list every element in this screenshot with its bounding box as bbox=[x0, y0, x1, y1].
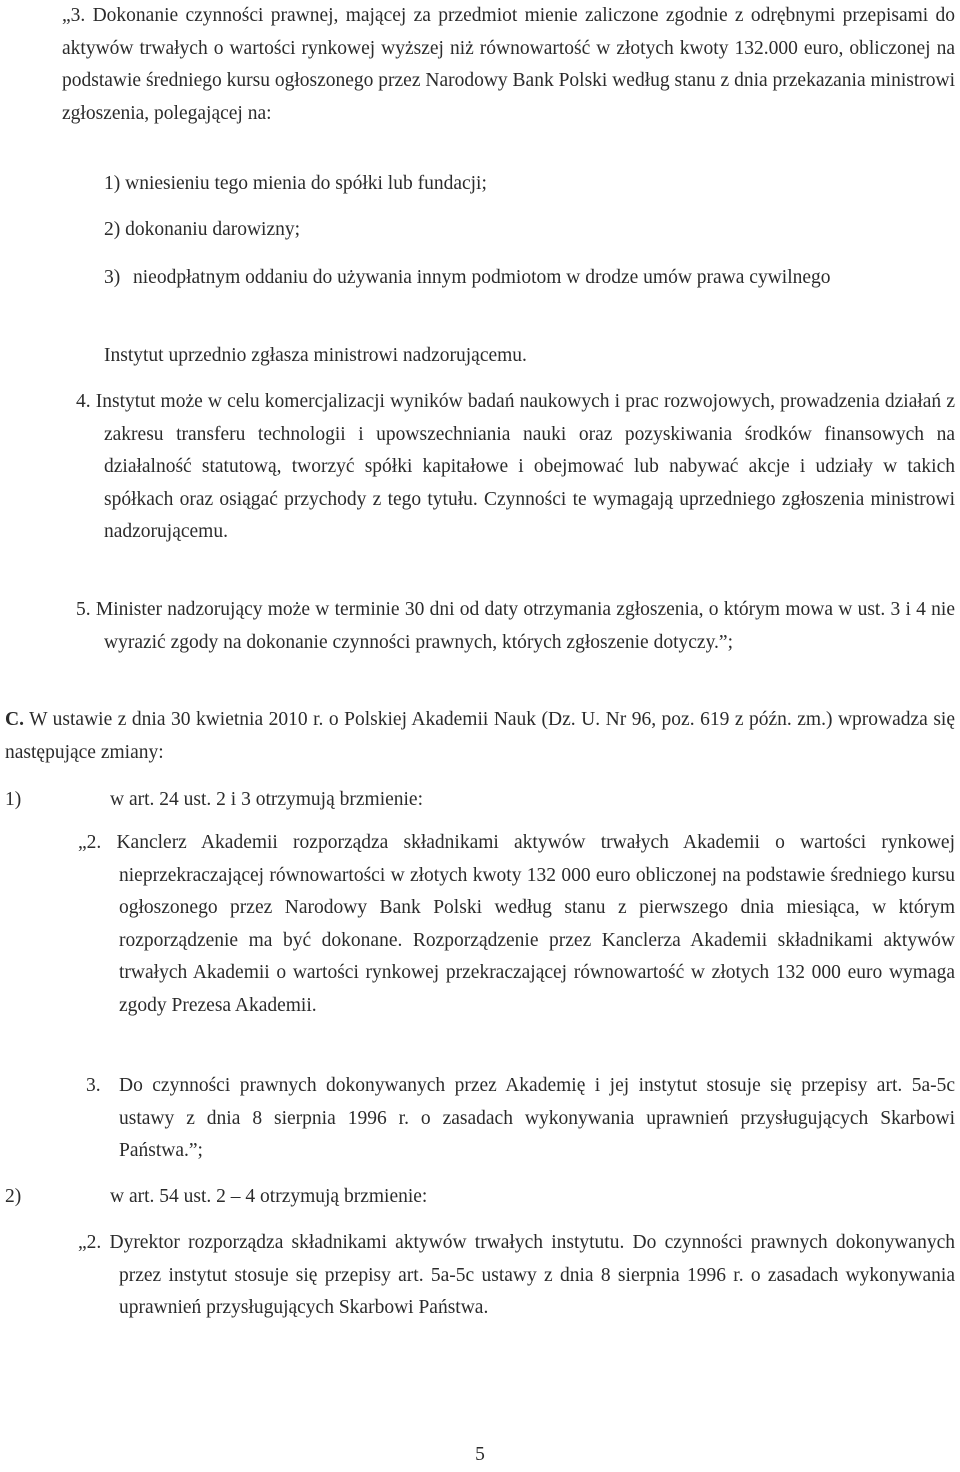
item-3-number: 3) bbox=[104, 267, 121, 288]
part-c-text: W ustawie z dnia 30 kwietnia 2010 r. o Polskiej Akademii Nauk (Dz. U. Nr 96, poz. 619 z późn. zm.) wprowadza się następujące zmiany: bbox=[5, 709, 955, 763]
section-3-item-2: 2) dokonaniu darowizny; bbox=[104, 219, 301, 240]
part-c-paragraph bbox=[5, 704, 955, 769]
page-number: 5 bbox=[475, 1444, 485, 1465]
item-3-text: nieodpłatnym oddaniu do używania innym podmiotom w drodze umów prawa cywilnego bbox=[133, 267, 831, 288]
point-2 bbox=[5, 1181, 955, 1215]
section-5-paragraph: 5. Minister nadzorujący może w terminie 30 dni od daty otrzymania zgłoszenia, o którym mowa w ust. 3 i 4 nie wyrazić zgody na dokonanie czynności prawnych, których zgłoszenie dotyczy.”; bbox=[76, 599, 955, 653]
section-3-item-1: 1) wniesieniu tego mienia do spółki lub fundacji; bbox=[104, 173, 487, 194]
section-4-paragraph: 4. Instytut może w celu komercjalizacji wyników badań naukowych i prac rozwojowych, prowadzenia działań z zakresu transferu technologii i upowszechniania nauki oraz pozyskiwania środków finansowych na działalność statutową, tworzyć spółki kapitałowe i obejmować lub nabywać akcje i udziały w takich spółkach oraz osiągać przychody z tego tytułu. Czynności te wymagają uprzedniego zgłoszenia ministrowi nadzorującemu. bbox=[76, 391, 955, 542]
point-1-number: 1) bbox=[5, 789, 22, 810]
art24-para3-number: 3. bbox=[86, 1075, 101, 1096]
section-3-text: „3. Dokonanie czynności prawnej, mającej za przedmiot mienie zaliczone zgodnie z odrębnymi przepisami do aktywów trwałych o wartości rynkowej wyższej niż równowartość w złotych kwoty 132.000 euro, obliczonej na podstawie średniego kursu ogłoszonego przez Narodowy Bank Polski według stanu z dnia przekazania ministrowi zgłoszenia, polegającej na: bbox=[62, 5, 955, 124]
art24-paragraph-2: „2. Kanclerz Akademii rozporządza składnikami aktywów trwałych Akademii o wartości rynkowej nieprzekraczającej równowartości w złotych kwoty 132 000 euro obliczonej na podstawie średniego kursu ogłoszonego przez Narodowy Bank Polski według stanu z pierwszego dnia miesiąca, w którym rozporządzenie ma być dokonane. Rozporządzenie przez Kanclerza Akademii składnikami aktywów trwałych Akademii o wartości rynkowej przekraczającej równowartość w złotych 132 000 euro wymaga zgody Prezesa Akademii. bbox=[78, 832, 955, 1016]
part-c-label: C. bbox=[5, 709, 24, 730]
point-2-number: 2) bbox=[5, 1186, 22, 1207]
art24-para3-text: Do czynności prawnych dokonywanych przez Akademię i jej instytut stosuje się przepisy art. 5a-5c ustawy z dnia 8 sierpnia 1996 r. o zasadach wykonywania uprawnień przysługujących Skarbowi Państwa.”; bbox=[119, 1075, 955, 1161]
section-3-closing: Instytut uprzednio zgłasza ministrowi nadzorującemu. bbox=[104, 345, 527, 366]
point-1 bbox=[5, 784, 955, 818]
section-3-item-3 bbox=[104, 262, 955, 328]
section-3-paragraph bbox=[62, 0, 955, 130]
art54-paragraph-2: „2. Dyrektor rozporządza składnikami aktywów trwałych instytutu. Do czynności prawnych dokonywanych przez instytut stosuje się przepisy art. 5a-5c ustawy z dnia 8 sierpnia 1996 r. o zasadach wykonywania uprawnień przysługujących Skarbowi Państwa. bbox=[78, 1232, 955, 1318]
point-2-text: w art. 54 ust. 2 – 4 otrzymują brzmienie: bbox=[110, 1186, 428, 1207]
art24-paragraph-3 bbox=[86, 1070, 955, 1168]
point-1-text: w art. 24 ust. 2 i 3 otrzymują brzmienie: bbox=[110, 789, 424, 810]
